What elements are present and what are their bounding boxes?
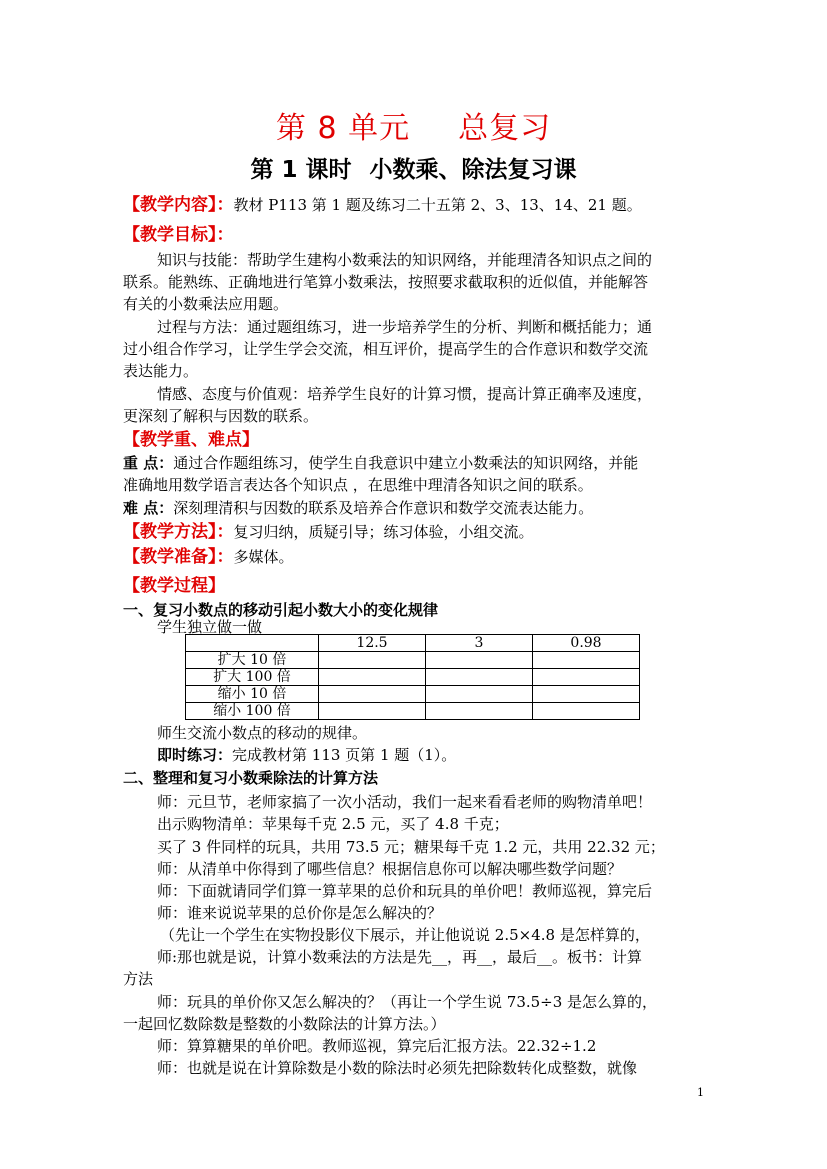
goal-line: 过程与方法：通过题组练习，进一步培养学生的分析、判断和概括能力；通: [157, 318, 653, 336]
goal-line: 表达能力。: [123, 362, 199, 380]
goals-heading-row: [123, 224, 234, 246]
unit-number: 第 8 单元: [275, 111, 411, 146]
table-row: [186, 669, 640, 686]
table-row-label: 扩大 10 倍: [186, 652, 319, 669]
table-cell: [426, 652, 533, 669]
process-heading-row: [123, 575, 225, 597]
dialogue-line: 师：也就是说在计算除数是小数的除法时必须先把除数转化成整数，就像: [157, 1059, 638, 1077]
table-cell: [426, 703, 533, 720]
key-point-label: 重 点：: [123, 454, 174, 472]
dialogue-line: 出示购物清单：苹果每千克 2.5 元，买了 4.8 千克；: [157, 815, 509, 833]
table-row-label: 缩小 100 倍: [186, 703, 319, 720]
prep-row: [123, 546, 294, 568]
prep-heading: 【教学准备】：: [123, 547, 234, 567]
dialogue-line: 师：元旦节，老师家搞了一次小活动，我们一起来看看老师的购物清单吧！: [157, 793, 653, 811]
table-corner-cell: [186, 635, 319, 652]
dialogue-line: 师：下面就请同学们算一算苹果的总价和玩具的单价吧！教师巡视，算完后: [157, 882, 653, 900]
table-row: [186, 686, 640, 703]
table-cell: [533, 669, 640, 686]
table-row: [186, 652, 640, 669]
dialogue-line: 一起回忆数除数是整数的小数除法的计算方法。）: [123, 1015, 446, 1033]
table-row-label: 缩小 10 倍: [186, 686, 319, 703]
goal-line: 有关的小数乘法应用题。: [123, 295, 289, 313]
page-number: 1: [697, 1086, 704, 1099]
method-text: 复习归纳，质疑引导；练习体验，小组交流。: [233, 523, 534, 541]
table-header-row: [186, 635, 640, 652]
table-cell: [319, 703, 426, 720]
table-row-label: 扩大 100 倍: [186, 669, 319, 686]
section1-after: 师生交流小数点的移动的规律。: [157, 724, 368, 742]
keypoints-heading-row: [123, 429, 259, 451]
goal-line: 情感、态度与价值观：培养学生良好的计算习惯，提高计算正确率及速度，: [157, 385, 653, 403]
key-point-text: 准确地用数学语言表达各个知识点 ，在思维中理清各知识之间的联系。: [123, 476, 593, 494]
dialogue-line: 师：从清单中你得到了哪些信息？根据信息你可以解决哪些数学问题？: [157, 860, 623, 878]
difficulty-text: 深刻理清积与因数的联系及培养合作意识和数学交流表达能力。: [173, 499, 594, 517]
method-row: [123, 521, 534, 543]
goal-line: 更深刻了解积与因数的联系。: [123, 407, 319, 425]
practice-row: [157, 744, 456, 766]
dialogue-line: （先让一个学生在实物投影仪下展示，并让他说说 2.5×4.8 是怎样算的，: [160, 926, 650, 944]
goal-line: 过小组合作学习，让学生学会交流，相互评价，提高学生的合作意识和数学交流: [123, 340, 649, 358]
lesson-name: 小数乘、除法复习课: [369, 157, 577, 183]
dialogue-line: 师：谁来说说苹果的总价你是怎么解决的？: [157, 904, 443, 922]
table-cell: [319, 669, 426, 686]
table-header-cell: 0.98: [533, 635, 640, 652]
method-heading: 【教学方法】：: [123, 522, 234, 542]
table-header-cell: 3: [426, 635, 533, 652]
table-cell: [533, 703, 640, 720]
table-cell: [426, 669, 533, 686]
practice-label: 即时练习：: [157, 746, 233, 764]
content-heading: 【教学内容】：: [123, 195, 234, 215]
unit-name: 总复习: [458, 111, 552, 146]
goals-heading: 【教学目标】：: [123, 225, 234, 245]
lesson-number: 第 1 课时: [250, 157, 352, 183]
key-point-row: [123, 452, 638, 474]
difficulty-label: 难 点：: [123, 499, 174, 517]
dialogue-line: 买了 3 件同样的玩具，共用 73.5 元；糖果每千克 1.2 元，共用 22.32 元；: [157, 838, 665, 856]
lesson-title: [0, 151, 827, 184]
goal-line: 联系。能熟练、正确地进行笔算小数乘法，按照要求截取积的近似值，并能解答: [123, 273, 649, 291]
dialogue-line: 方法: [123, 970, 154, 988]
content-row: [123, 194, 642, 216]
dialogue-line: 师:那也就是说，计算小数乘法的方法是先__，再__，最后__。板书：计算: [157, 948, 643, 966]
section2-heading: 二、整理和复习小数乘除法的计算方法: [123, 769, 379, 787]
decimal-shift-table: [185, 634, 640, 720]
dialogue-line: 师：算算糖果的单价吧。教师巡视，算完后汇报方法。22.32÷1.2: [157, 1037, 597, 1055]
table-cell: [319, 652, 426, 669]
table-header-cell: 12.5: [319, 635, 426, 652]
table-cell: [533, 686, 640, 703]
goal-line: 知识与技能：帮助学生建构小数乘法的知识网络，并能理清各知识点之间的: [157, 251, 653, 269]
dialogue-line: 师：玩具的单价你又怎么解决的？（再让一个学生说 73.5÷3 是怎么算的，: [157, 993, 658, 1011]
table-row: [186, 703, 640, 720]
content-text: 教材 P113 第 1 题及练习二十五第 2、3、13、14、21 题。: [233, 196, 642, 214]
unit-title: [0, 103, 827, 147]
table-cell: [319, 686, 426, 703]
prep-text: 多媒体。: [233, 548, 294, 566]
table-cell: [533, 652, 640, 669]
section1-heading: 一、复习小数点的移动引起小数大小的变化规律: [123, 601, 439, 619]
difficulty-row: [123, 497, 593, 519]
section1-intro: 学生独立做一做: [157, 618, 263, 636]
key-point-text: 通过合作题组练习，使学生自我意识中建立小数乘法的知识网络，并能: [173, 454, 639, 472]
practice-text: 完成教材第 113 页第 1 题（1）。: [232, 746, 457, 764]
keypoints-heading: 【教学重、难点】: [123, 430, 259, 450]
process-heading: 【教学过程】: [123, 576, 225, 596]
table-cell: [426, 686, 533, 703]
